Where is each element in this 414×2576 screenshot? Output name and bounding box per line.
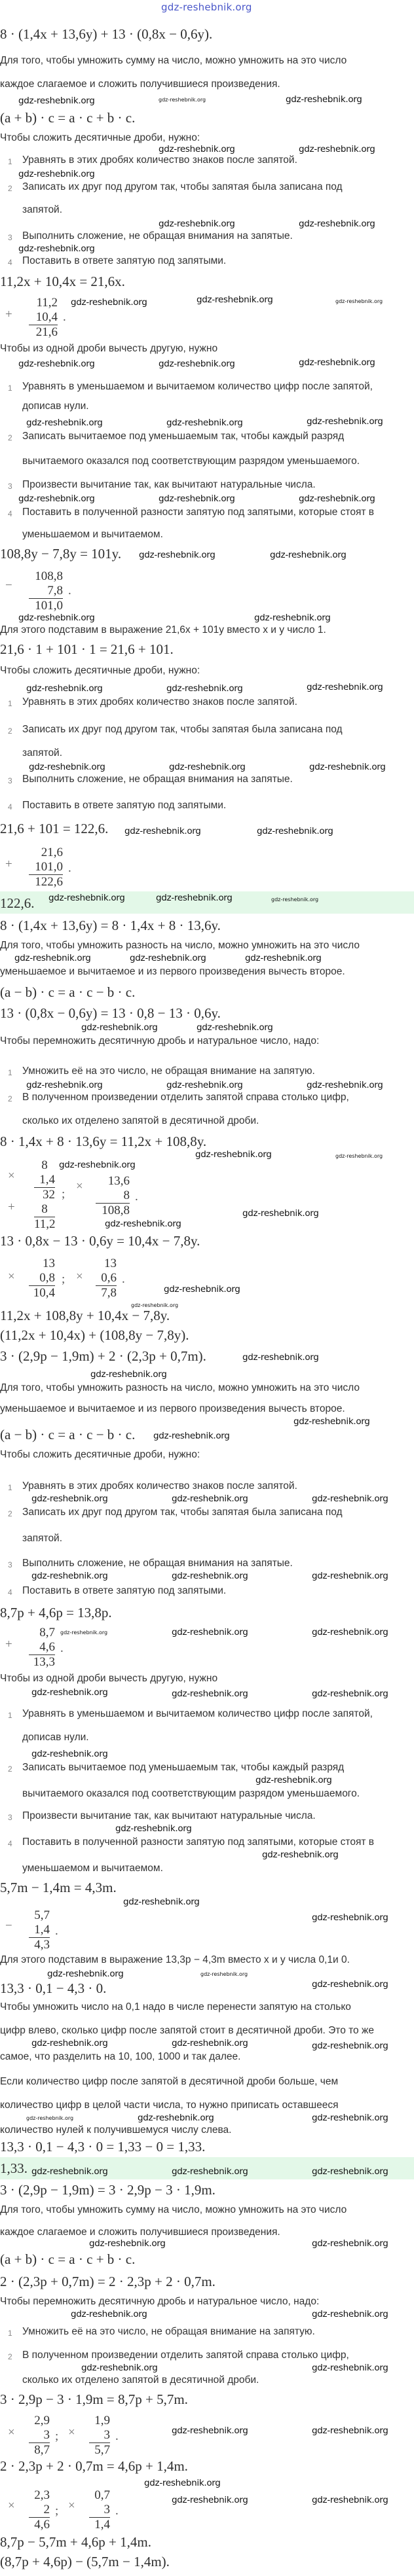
watermark: gdz-reshebnik.org xyxy=(18,169,95,179)
watermark: gdz-reshebnik.org xyxy=(195,1149,272,1160)
watermark: gdz-reshebnik.org xyxy=(26,418,103,428)
column-multiplication xyxy=(29,1257,55,1300)
watermark: gdz-reshebnik.org xyxy=(172,1627,248,1637)
period: . xyxy=(68,584,71,598)
list-item: сколько их отделено запятой в десятичной дроби. xyxy=(22,1115,259,1126)
list-number: 4 xyxy=(8,802,12,812)
watermark: gdz-reshebnik.org xyxy=(312,2495,388,2505)
operand: 0,7 xyxy=(94,2488,110,2502)
watermark: gdz-reshebnik.org xyxy=(245,953,322,963)
list-number: 1 xyxy=(8,384,12,393)
operand: 2 xyxy=(43,2503,50,2516)
list-number: 4 xyxy=(8,1839,12,1848)
watermark: gdz-reshebnik.org xyxy=(59,1160,136,1170)
watermark: gdz-reshebnik.org xyxy=(312,1912,388,1923)
list-item: Уравнять в уменьшаемом и вычитаемом количество цифр после запятой, xyxy=(22,381,373,392)
watermark: gdz-reshebnik.org xyxy=(156,893,233,903)
list-item: Записать их друг под другом так, чтобы запятая была записана под xyxy=(22,724,343,735)
watermark: gdz-reshebnik.org xyxy=(242,1352,319,1363)
list-item: Записать их друг под другом так, чтобы запятая была записана под xyxy=(22,181,343,192)
main-expression: 8 · (1,4x + 13,6y) + 13 · (0,8x − 0,6y). xyxy=(0,26,213,42)
plus-operator: + xyxy=(5,308,12,321)
column-multiplication xyxy=(89,2414,110,2458)
list-item: дописав нули. xyxy=(22,401,89,412)
operand: 13 xyxy=(104,1257,117,1270)
watermark: gdz-reshebnik.org xyxy=(197,295,273,305)
watermark: gdz-reshebnik.org xyxy=(299,144,375,154)
watermark: gdz-reshebnik.org xyxy=(335,1153,383,1159)
operand: 2,3 xyxy=(34,2488,50,2502)
list-number: 2 xyxy=(8,726,12,736)
list-number: 1 xyxy=(8,699,12,708)
list-item: Записать их друг под другом так, чтобы запятая была записана под xyxy=(22,1507,343,1518)
watermark: gdz-reshebnik.org xyxy=(71,2309,147,2319)
equation: 21,6 · 1 + 101 · 1 = 21,6 + 101. xyxy=(0,641,174,657)
watermark: gdz-reshebnik.org xyxy=(159,97,206,103)
watermark: gdz-reshebnik.org xyxy=(312,1494,388,1504)
operand: 4,6 xyxy=(39,1640,55,1654)
operand: 3 xyxy=(104,2428,110,2442)
list-number: 3 xyxy=(8,482,12,491)
operand: 13 xyxy=(43,1257,55,1270)
list-item: дописав нули. xyxy=(22,1732,89,1743)
column-multiplication xyxy=(34,1158,55,1232)
result: 7,8 xyxy=(96,1285,117,1300)
list-number: 4 xyxy=(8,1588,12,1597)
times-operator: × xyxy=(76,1270,83,1283)
semicolon: ; xyxy=(55,2429,59,2443)
list-item: Поставить в ответе запятую под запятыми. xyxy=(22,255,227,266)
list-item: запятой. xyxy=(22,747,63,759)
watermark: gdz-reshebnik.org xyxy=(18,243,95,254)
watermark: gdz-reshebnik.org xyxy=(312,1689,388,1699)
watermark: gdz-reshebnik.org xyxy=(293,1416,370,1427)
list-number: 3 xyxy=(8,1813,12,1822)
watermark: gdz-reshebnik.org xyxy=(159,219,235,229)
watermark: gdz-reshebnik.org xyxy=(242,1208,319,1219)
intro-text: Чтобы перемножить десятичную дробь и натуральное число, надо: xyxy=(0,2296,320,2307)
list-item: Поставить в полученной разности запятую под запятыми, которые стоят в xyxy=(22,507,374,518)
times-operator: × xyxy=(8,2499,15,2513)
watermark: gdz-reshebnik.org xyxy=(307,682,383,692)
watermark: gdz-reshebnik.org xyxy=(139,550,216,560)
equation: 2 · 2,3p + 2 · 0,7m = 4,6p + 1,4m. xyxy=(0,2458,188,2474)
equation: 8 · 1,4x + 8 · 13,6y = 11,2x + 108,8y. xyxy=(0,1134,207,1149)
watermark: gdz-reshebnik.org xyxy=(255,1775,332,1785)
result: 4,3 xyxy=(29,1937,50,1952)
list-number: 1 xyxy=(8,1068,12,1077)
column-multiplication xyxy=(89,2488,110,2532)
period: . xyxy=(135,1190,138,1204)
watermark: gdz-reshebnik.org xyxy=(123,1897,200,1907)
equation: 8,7p + 4,6p = 13,8p. xyxy=(0,1605,112,1620)
rule-text: цифр влево, сколько цифр после запятой стоит в десятичной дроби. Это то же xyxy=(0,2025,374,2036)
list-number: 3 xyxy=(8,1560,12,1569)
rule-text: уменьшаемое и вычитаемое и из первого произведения вычесть второе. xyxy=(0,966,345,977)
column-subtraction xyxy=(29,1908,50,1952)
watermark: gdz-reshebnik.org xyxy=(312,1571,388,1581)
list-item: В полученном произведении отделить запятой справа столько цифр, xyxy=(22,2350,349,2361)
list-number: 4 xyxy=(8,509,12,518)
list-number: 3 xyxy=(8,233,12,242)
result: 21,6 xyxy=(29,325,58,340)
list-number: 1 xyxy=(8,1711,12,1720)
watermark: gdz-reshebnik.org xyxy=(312,2238,388,2249)
watermark: gdz-reshebnik.org xyxy=(172,2425,248,2436)
watermark: gdz-reshebnik.org xyxy=(172,1494,248,1504)
watermark: gdz-reshebnik.org xyxy=(172,1689,248,1699)
rule-text: количество цифр в целой части числа, то нужно приписать оставшееся xyxy=(0,2100,339,2111)
formula: (a − b) · c = a · c − b · c. xyxy=(0,984,136,1000)
equation: 21,6 + 101 = 122,6. xyxy=(0,821,109,836)
operand: 1,9 xyxy=(94,2414,110,2427)
result: 122,6 xyxy=(29,874,63,889)
rule-text: Чтобы умножить число на 0,1 надо в числе перенести запятую на столько xyxy=(0,2001,351,2012)
watermark: gdz-reshebnik.org xyxy=(299,219,375,229)
equation: 3 · 2,9p − 3 · 1,9m = 8,7p + 5,7m. xyxy=(0,2391,188,2407)
equation: (11,2x + 10,4x) + (108,8y − 7,8y). xyxy=(0,1327,189,1343)
list-number: 3 xyxy=(8,776,12,785)
list-item: Произвести вычитание так, как вычитают натуральные числа. xyxy=(22,1810,316,1821)
watermark: gdz-reshebnik.org xyxy=(115,1823,192,1834)
column-subtraction xyxy=(29,569,63,613)
watermark: gdz-reshebnik.org xyxy=(124,826,201,836)
list-item: запятой. xyxy=(22,1533,63,1544)
list-number: 2 xyxy=(8,1094,12,1103)
partial-product: 32 xyxy=(34,1187,55,1202)
watermark: gdz-reshebnik.org xyxy=(29,762,105,772)
column-multiplication xyxy=(96,1174,130,1218)
period: . xyxy=(55,1924,58,1938)
watermark: gdz-reshebnik.org xyxy=(31,2166,108,2177)
watermark: gdz-reshebnik.org xyxy=(90,1369,167,1380)
watermark: gdz-reshebnik.org xyxy=(299,493,375,504)
watermark: gdz-reshebnik.org xyxy=(26,1080,103,1090)
watermark: gdz-reshebnik.org xyxy=(131,1302,179,1308)
rule-text: Для того, чтобы умножить сумму на число, можно умножить на это число xyxy=(0,2204,347,2215)
watermark: gdz-reshebnik.org xyxy=(312,1979,388,1990)
watermark: gdz-reshebnik.org xyxy=(89,2238,166,2249)
list-item: Выполнить сложение, не обращая внимания на запятые. xyxy=(22,774,293,785)
list-item: В полученном произведении отделить запятой справа столько цифр, xyxy=(22,1092,349,1103)
result: 108,8 xyxy=(96,1203,130,1218)
watermark: gdz-reshebnik.org xyxy=(31,1571,108,1581)
answer-box xyxy=(0,891,414,914)
watermark: gdz-reshebnik.org xyxy=(286,94,362,105)
operand: 7,8 xyxy=(47,584,63,598)
result: 5,7 xyxy=(89,2442,110,2458)
list-item: вычитаемого оказался под соответствующим разрядом уменьшаемого. xyxy=(22,456,360,467)
period: . xyxy=(115,2504,119,2518)
watermark: gdz-reshebnik.org xyxy=(169,762,246,772)
equation: 8 · (1,4x + 13,6y) = 8 · 1,4x + 8 · 13,6y. xyxy=(0,918,221,933)
plus-operator: + xyxy=(8,1200,15,1214)
watermark: gdz-reshebnik.org xyxy=(312,2113,388,2123)
operand: 3 xyxy=(104,2503,110,2516)
operand: 108,8 xyxy=(35,569,63,583)
operand: 1,4 xyxy=(34,1923,50,1937)
result: 8,7 xyxy=(29,2442,50,2458)
result: 11,2 xyxy=(34,1217,56,1231)
list-item: Умножить её на это число, не обращая внимание на запятую. xyxy=(22,1065,315,1077)
operand: 13,6 xyxy=(107,1174,130,1188)
list-item: Уравнять в этих дробях количество знаков после запятой. xyxy=(22,1480,297,1492)
watermark: gdz-reshebnik.org xyxy=(262,1850,339,1860)
intro-text: Чтобы из одной дроби вычесть другую, нужно xyxy=(0,343,218,354)
watermark: gdz-reshebnik.org xyxy=(159,359,235,369)
list-item: сколько их отделено запятой в десятичной дроби. xyxy=(22,2374,259,2386)
times-operator: × xyxy=(8,2425,15,2439)
list-item: вычитаемого оказался под соответствующим разрядом уменьшаемого. xyxy=(22,1788,360,1799)
list-number: 2 xyxy=(8,184,12,193)
watermark: gdz-reshebnik.org xyxy=(200,1971,248,1977)
substitution-text: Для этого подставим в выражение 21,6x + 101y вместо x и y число 1. xyxy=(0,624,326,635)
list-item: уменьшаемом и вычитаемом. xyxy=(22,1863,163,1874)
semicolon: ; xyxy=(55,2504,59,2518)
site-logo[interactable]: gdz-reshebnik.org xyxy=(161,1,252,13)
semicolon: ; xyxy=(62,1272,66,1286)
watermark: gdz-reshebnik.org xyxy=(26,2115,74,2121)
second-expression: 3 · (2,9p − 1,9m) + 2 · (2,3p + 0,7m). xyxy=(0,1348,206,1364)
period: . xyxy=(63,310,66,324)
list-number: 2 xyxy=(8,1764,12,1774)
times-operator: × xyxy=(8,1169,15,1183)
watermark: gdz-reshebnik.org xyxy=(172,2495,248,2505)
formula: (a + b) · c = a · c + b · c. xyxy=(0,110,136,126)
watermark: gdz-reshebnik.org xyxy=(270,550,347,560)
list-item: Уравнять в этих дробях количество знаков после запятой. xyxy=(22,154,297,166)
watermark: gdz-reshebnik.org xyxy=(130,953,206,963)
watermark: gdz-reshebnik.org xyxy=(312,2309,388,2319)
formula: (a − b) · c = a · c − b · c. xyxy=(0,1427,136,1442)
watermark: gdz-reshebnik.org xyxy=(138,2113,214,2123)
list-item: запятой. xyxy=(22,204,63,215)
intro-text: Чтобы сложить десятичные дроби, нужно: xyxy=(0,132,200,143)
watermark: gdz-reshebnik.org xyxy=(164,1284,240,1295)
list-item: уменьшаемом и вычитаемом. xyxy=(22,529,163,540)
watermark: gdz-reshebnik.org xyxy=(159,493,235,504)
equation: 108,8y − 7,8y = 101y. xyxy=(0,546,122,562)
minus-operator: − xyxy=(5,579,12,592)
column-addition xyxy=(29,296,58,340)
substitution-text: Для этого подставим в выражение 13,3p − 4,3m вместо x и y числа 0,1и 0. xyxy=(0,1954,350,1965)
watermark: gdz-reshebnik.org xyxy=(309,762,386,772)
period: . xyxy=(122,1272,125,1286)
watermark: gdz-reshebnik.org xyxy=(312,2166,388,2177)
column-multiplication xyxy=(96,1257,117,1300)
list-item: Выполнить сложение, не обращая внимания на запятые. xyxy=(22,230,293,241)
equation: 13,3 · 0,1 − 4,3 · 0 = 1,33 − 0 = 1,33. xyxy=(0,2139,206,2155)
plus-operator: + xyxy=(5,1637,12,1651)
watermark: gdz-reshebnik.org xyxy=(31,1749,108,1759)
watermark: gdz-reshebnik.org xyxy=(254,613,331,623)
equation: 2 · (2,3p + 0,7m) = 2 · 2,3p + 2 · 0,7m. xyxy=(0,2274,216,2289)
watermark: gdz-reshebnik.org xyxy=(312,2363,388,2373)
plus-operator: + xyxy=(5,857,12,871)
watermark: gdz-reshebnik.org xyxy=(312,1627,388,1637)
equation: 13 · 0,8x − 13 · 0,6y = 10,4x − 7,8y. xyxy=(0,1233,200,1249)
rule-text: Для того, чтобы умножить сумму на число, можно умножить на это число xyxy=(0,55,347,66)
watermark: gdz-reshebnik.org xyxy=(47,1969,124,1979)
semicolon: ; xyxy=(62,1187,66,1201)
intro-text: Чтобы сложить десятичные дроби, нужно: xyxy=(0,665,200,676)
list-item: Умножить её на это число, не обращая внимание на запятую. xyxy=(22,2326,315,2337)
list-number: 1 xyxy=(8,1483,12,1492)
watermark: gdz-reshebnik.org xyxy=(71,297,147,308)
watermark: gdz-reshebnik.org xyxy=(312,2425,388,2436)
watermark: gdz-reshebnik.org xyxy=(18,493,95,504)
intro-text: Чтобы из одной дроби вычесть другую, нужно xyxy=(0,1673,218,1684)
partial-product: 8 xyxy=(41,1202,48,1216)
watermark: gdz-reshebnik.org xyxy=(81,2363,158,2373)
list-item: Поставить в полученной разности запятую под запятыми, которые стоят в xyxy=(22,1836,374,1848)
watermark: gdz-reshebnik.org xyxy=(166,683,243,694)
watermark: gdz-reshebnik.org xyxy=(144,2478,221,2488)
column-addition xyxy=(29,846,63,889)
times-operator: × xyxy=(68,2499,75,2513)
operand: 101,0 xyxy=(35,860,63,874)
watermark: gdz-reshebnik.org xyxy=(271,897,319,903)
rule-text: уменьшаемое и вычитаемое и из первого произведения вычесть второе. xyxy=(0,1403,345,1414)
period: . xyxy=(60,1641,64,1655)
operand: 3 xyxy=(43,2428,50,2442)
list-item: Произвести вычитание так, как вычитают натуральные числа. xyxy=(22,479,316,490)
equation: (8,7p + 4,6p) − (5,7m − 1,4m). xyxy=(0,2554,170,2569)
equation: 3 · (2,9p − 1,9m) = 3 · 2,9p − 3 · 1,9m. xyxy=(0,2182,216,2198)
watermark: gdz-reshebnik.org xyxy=(257,826,333,836)
intro-text: Чтобы перемножить десятичную дробь и натуральное число, надо: xyxy=(0,1035,320,1046)
watermark: gdz-reshebnik.org xyxy=(307,416,383,427)
formula: (a + b) · c = a · c + b · c. xyxy=(0,2251,136,2267)
equation: 11,2x + 108,8y + 10,4x − 7,8y. xyxy=(0,1308,170,1323)
column-multiplication xyxy=(29,2414,50,2458)
rule-text: Для того, чтобы умножить разность на число, можно умножить на это число xyxy=(0,940,360,951)
watermark: gdz-reshebnik.org xyxy=(31,1687,108,1698)
operand: 21,6 xyxy=(41,846,63,859)
equation: 13,3 · 0,1 − 4,3 · 0. xyxy=(0,1980,107,1996)
list-number: 2 xyxy=(8,1509,12,1518)
list-number: 2 xyxy=(8,433,12,442)
watermark: gdz-reshebnik.org xyxy=(172,1571,248,1581)
rule-text: самое, что разделить на 10, 100, 1000 и так далее. xyxy=(0,2051,241,2062)
watermark: gdz-reshebnik.org xyxy=(153,1431,230,1441)
equation: 13 · (0,8x − 0,6y) = 13 · 0,8 − 13 · 0,6y. xyxy=(0,1005,221,1021)
times-operator: × xyxy=(8,1270,15,1283)
watermark: gdz-reshebnik.org xyxy=(159,144,235,154)
times-operator: × xyxy=(76,1179,83,1193)
column-multiplication xyxy=(29,2488,50,2532)
list-number: 1 xyxy=(8,157,12,166)
rule-text: Если количество цифр после запятой в десятичной дроби больше, чем xyxy=(0,2076,339,2087)
watermark: gdz-reshebnik.org xyxy=(18,96,95,106)
result: 13,3 xyxy=(29,1655,55,1670)
column-addition xyxy=(29,1626,55,1670)
watermark: gdz-reshebnik.org xyxy=(166,418,243,428)
watermark: gdz-reshebnik.org xyxy=(31,1494,108,1504)
operand: 1,4 xyxy=(39,1173,55,1187)
rule-text: количество нулей к получившемуся числу слева. xyxy=(0,2124,232,2136)
answer-value: 1,33. xyxy=(0,2160,28,2176)
equation: 8,7p − 5,7m + 4,6p + 1,4m. xyxy=(0,2534,151,2550)
period: . xyxy=(68,861,71,875)
operand: 11,2 xyxy=(36,296,58,310)
operand: 5,7 xyxy=(34,1908,50,1922)
result: 101,0 xyxy=(29,598,63,613)
watermark: gdz-reshebnik.org xyxy=(14,953,91,963)
intro-text: Чтобы сложить десятичные дроби, нужно: xyxy=(0,1449,200,1460)
watermark: gdz-reshebnik.org xyxy=(312,2041,388,2051)
rule-text: каждое слагаемое и сложить получившиеся произведения. xyxy=(0,79,280,90)
watermark: gdz-reshebnik.org xyxy=(81,1022,158,1033)
result: 10,4 xyxy=(29,1285,55,1300)
list-item: Записать вычитаемое под уменьшаемым так, чтобы каждый разряд xyxy=(22,431,345,442)
watermark: gdz-reshebnik.org xyxy=(172,2166,248,2177)
period: . xyxy=(115,2429,119,2443)
answer-value: 122,6. xyxy=(0,895,35,911)
watermark: gdz-reshebnik.org xyxy=(60,1630,108,1636)
watermark: gdz-reshebnik.org xyxy=(18,359,95,369)
operand: 10,4 xyxy=(35,310,58,324)
list-item: Поставить в ответе запятую под запятыми. xyxy=(22,1585,227,1596)
result: 4,6 xyxy=(29,2517,50,2532)
times-operator: × xyxy=(68,2425,75,2439)
list-item: Выполнить сложение, не обращая внимания на запятые. xyxy=(22,1558,293,1569)
list-item: Уравнять в уменьшаемом и вычитаемом количество цифр после запятой, xyxy=(22,1708,373,1719)
list-number: 1 xyxy=(8,2329,12,2338)
operand: 8 xyxy=(41,1158,48,1172)
operand: 0,6 xyxy=(101,1271,117,1285)
watermark: gdz-reshebnik.org xyxy=(307,1080,383,1090)
operand: 2,9 xyxy=(34,2414,50,2427)
result: 1,4 xyxy=(89,2517,110,2532)
operand: 8,7 xyxy=(39,1626,55,1639)
watermark: gdz-reshebnik.org xyxy=(18,613,95,623)
list-item: Записать вычитаемое под уменьшаемым так, чтобы каждый разряд xyxy=(22,1762,345,1773)
equation: 5,7m − 1,4m = 4,3m. xyxy=(0,1880,117,1895)
watermark: gdz-reshebnik.org xyxy=(105,1219,181,1229)
watermark: gdz-reshebnik.org xyxy=(166,1080,243,1090)
rule-text: каждое слагаемое и сложить получившиеся произведения. xyxy=(0,2227,280,2238)
watermark: gdz-reshebnik.org xyxy=(197,1022,273,1033)
operand: 0,8 xyxy=(39,1271,55,1285)
watermark: gdz-reshebnik.org xyxy=(48,893,125,903)
watermark: gdz-reshebnik.org xyxy=(172,2038,248,2048)
list-item: Поставить в ответе запятую под запятыми. xyxy=(22,800,227,811)
watermark: gdz-reshebnik.org xyxy=(299,357,375,368)
minus-operator: − xyxy=(5,1919,12,1933)
rule-text: Для того, чтобы умножить разность на число, можно умножить на это число xyxy=(0,1382,360,1393)
watermark: gdz-reshebnik.org xyxy=(26,683,103,694)
operand: 8 xyxy=(123,1189,130,1202)
watermark: gdz-reshebnik.org xyxy=(31,2038,108,2048)
list-number: 4 xyxy=(8,258,12,267)
equation: 11,2x + 10,4x = 21,6x. xyxy=(0,274,125,289)
answer-box xyxy=(0,2157,414,2179)
watermark: gdz-reshebnik.org xyxy=(335,298,383,304)
list-number: 2 xyxy=(8,2352,12,2361)
list-item: Уравнять в этих дробях количество знаков после запятой. xyxy=(22,696,297,707)
